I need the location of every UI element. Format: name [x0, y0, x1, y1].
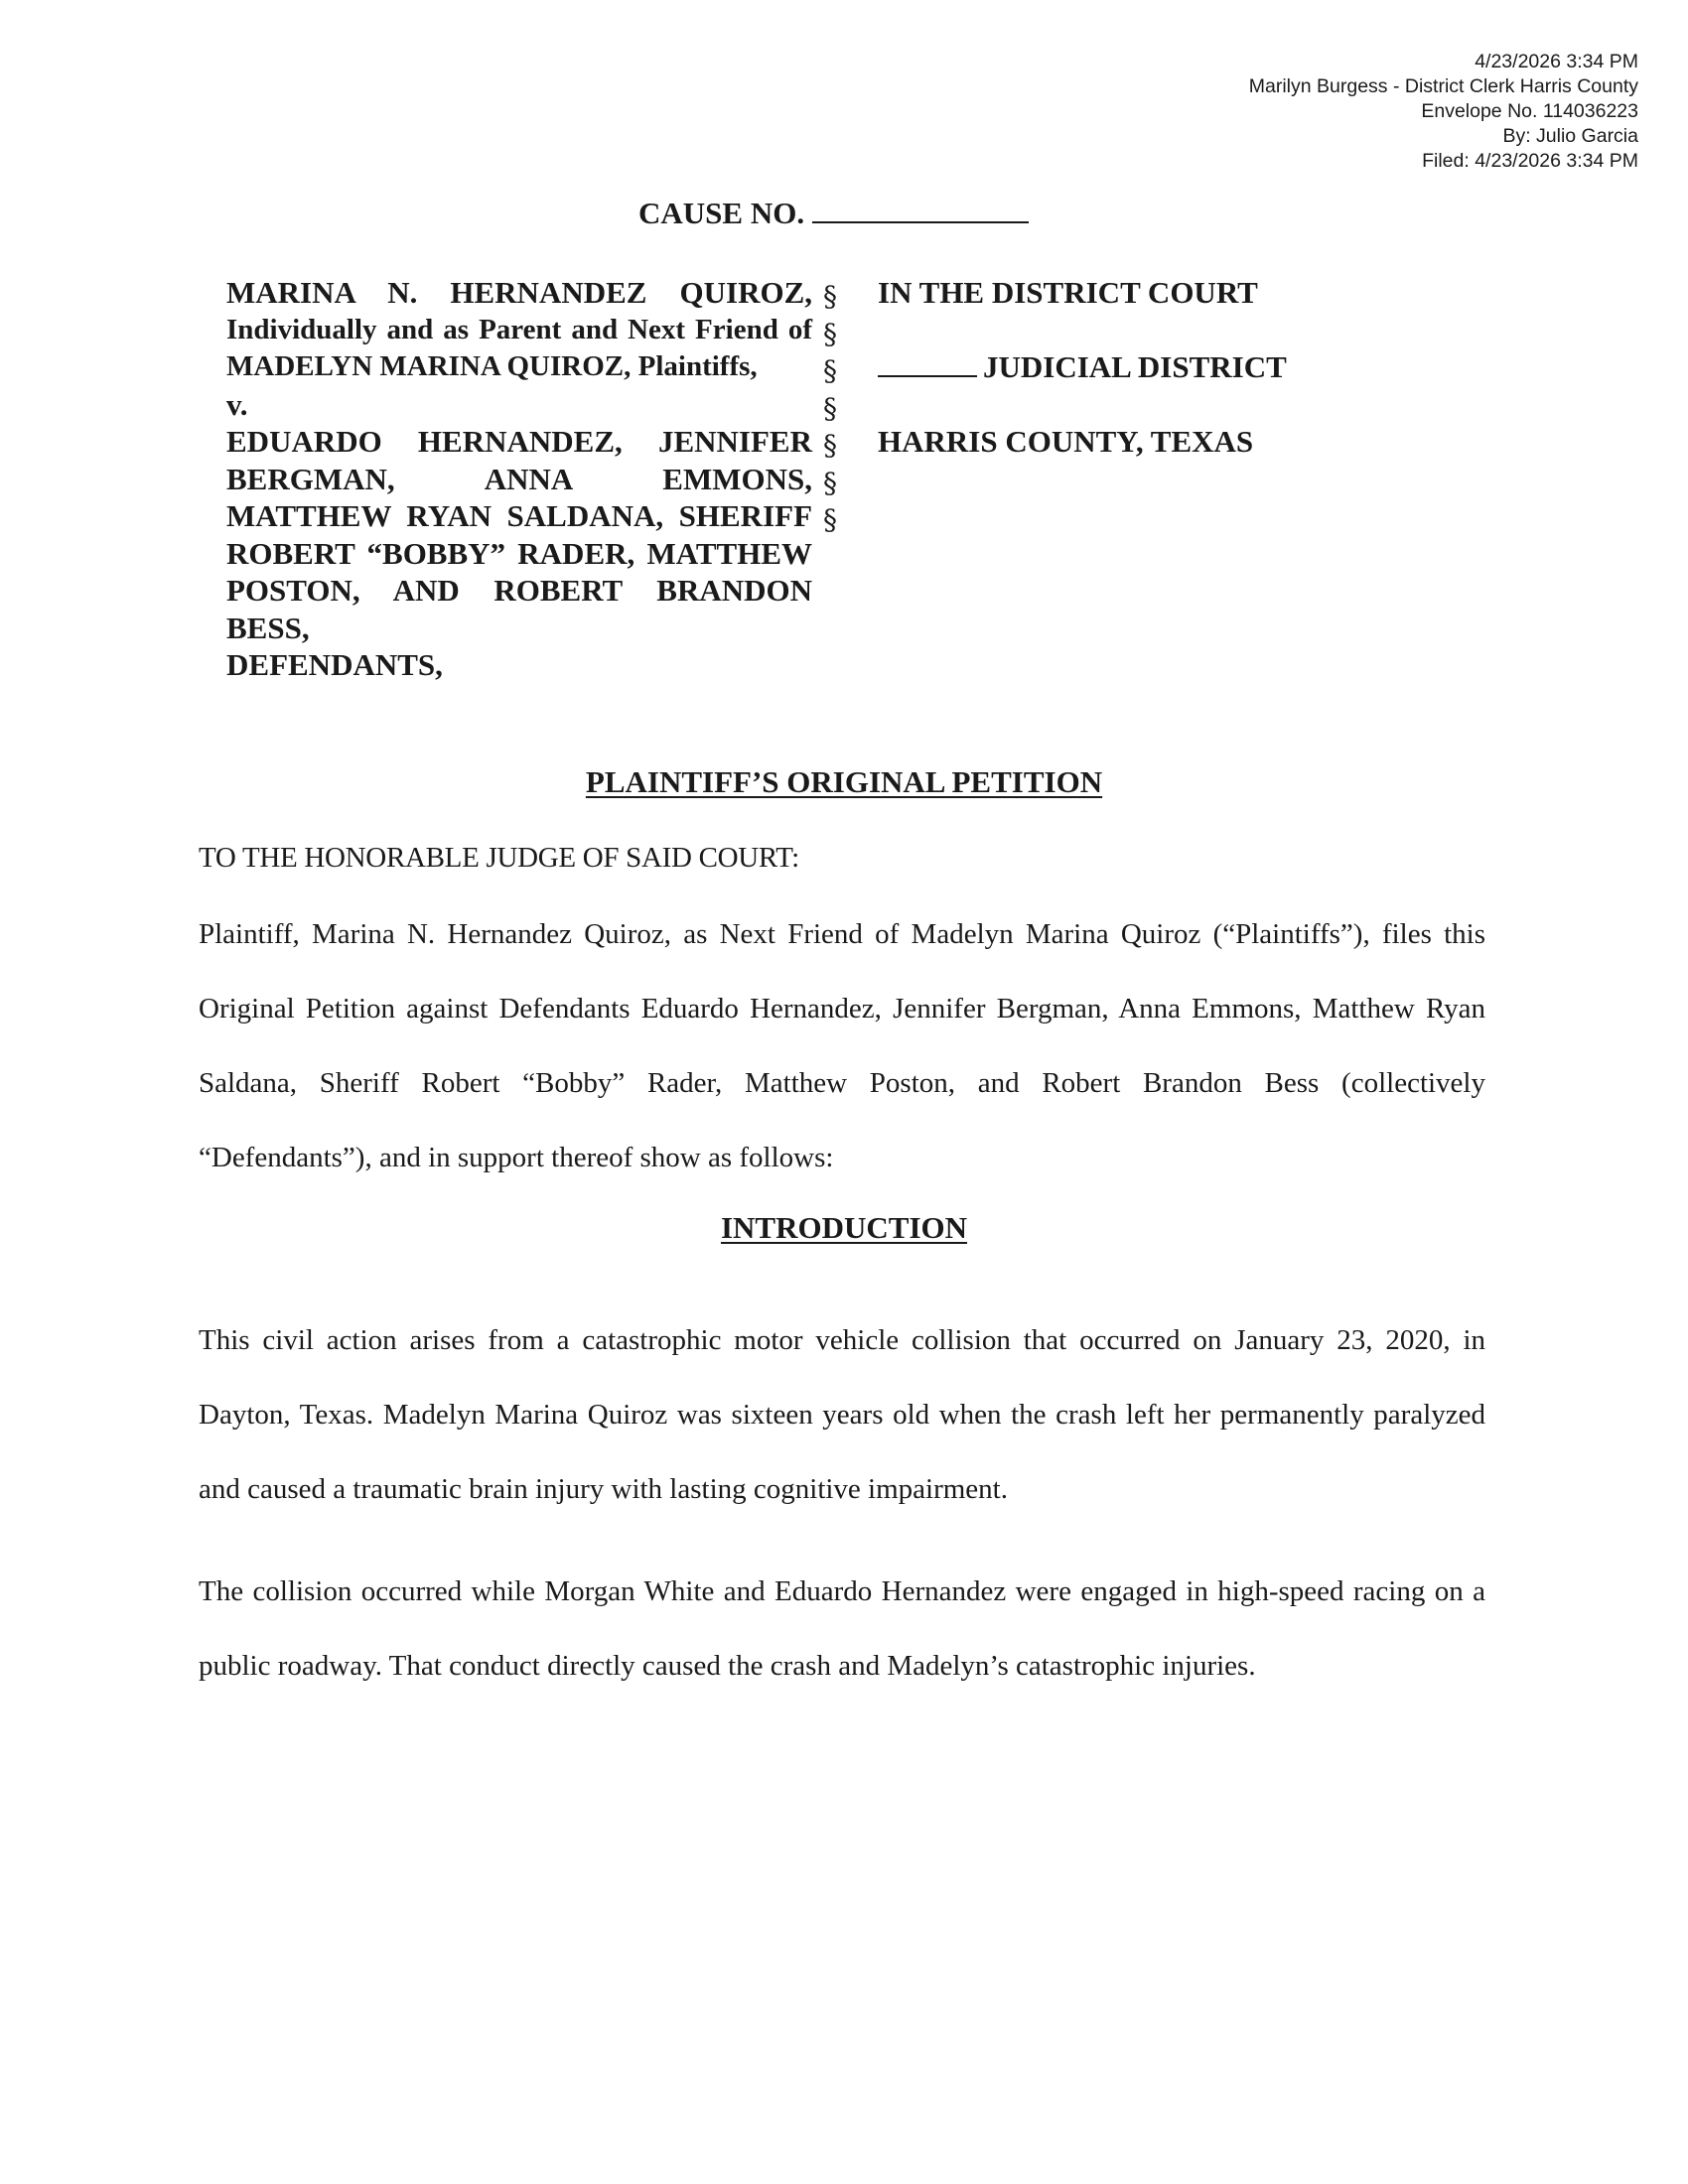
- caption-individually: Individually and as Parent and Next Friend of MADELYN MARINA QUIROZ, Plaintiffs,: [226, 313, 812, 382]
- paragraph-collision: The collision occurred while Morgan White and Eduardo Hernandez were engaged in high-speed racing on a public roadway. That conduct directly caused the crash and Madelyn’s catastrophic injuries.: [199, 1575, 1485, 1682]
- case-caption: [226, 274, 812, 684]
- stamp-filed: Filed: 4/23/2026 3:34 PM: [1422, 150, 1638, 172]
- salutation: TO THE HONORABLE JUDGE OF SAID COURT:: [199, 842, 799, 874]
- caption-defendants: EDUARDO HERNANDEZ, JENNIFER BERGMAN, ANNA EMMONS, MATTHEW RYAN SALDANA, SHERIFF ROBERT “BOBBY” RADER, MATTHEW POSTON, AND ROBERT BRANDON BESS,: [226, 424, 812, 645]
- stamp-clerk: Marilyn Burgess - District Clerk Harris County: [1248, 75, 1638, 97]
- section-symbols: [823, 278, 863, 539]
- court-line-2-text: JUDICIAL DISTRICT: [983, 349, 1287, 384]
- caption-defendants-label: DEFENDANTS,: [226, 647, 443, 682]
- section-symbol: §: [823, 317, 837, 350]
- stamp-datetime: 4/23/2026 3:34 PM: [1475, 51, 1638, 72]
- court-line-1: IN THE DISTRICT COURT: [878, 275, 1258, 310]
- court-line-3: HARRIS COUNTY, TEXAS: [878, 424, 1254, 459]
- caption-versus: v.: [226, 386, 248, 422]
- cause-number: [638, 196, 1029, 231]
- cause-label: CAUSE NO.: [638, 196, 805, 230]
- section-symbol: §: [823, 354, 837, 387]
- petition-heading: PLAINTIFF’S ORIGINAL PETITION: [585, 764, 1103, 799]
- caption-plaintiff: MARINA N. HERNANDEZ QUIROZ,: [226, 275, 812, 310]
- stamp-by: By: Julio Garcia: [1502, 125, 1638, 147]
- cause-number-blank: [812, 196, 1029, 223]
- stamp-envelope: Envelope No. 114036223: [1421, 100, 1638, 122]
- section-symbol: §: [823, 429, 837, 462]
- introduction-heading: INTRODUCTION: [720, 1210, 968, 1245]
- district-number-blank: [878, 351, 977, 377]
- paragraph-introduction: This civil action arises from a catastrophic motor vehicle collision that occurred on January 23, 2020, in Dayton, Texas. Madelyn Marina Quiroz was sixteen years old when the crash left her permanently paralyzed and caused a traumatic brain injury with lasting cognitive impairment.: [199, 1324, 1485, 1505]
- section-symbol: §: [823, 466, 837, 499]
- filing-stamp: [1249, 50, 1638, 174]
- section-symbol: §: [823, 391, 837, 425]
- court-line-2: [878, 349, 1287, 385]
- paragraph-parties: Plaintiff, Marina N. Hernandez Quiroz, as Next Friend of Madelyn Marina Quiroz (“Plaintiffs”), files this Original Petition against Defendants Eduardo Hernandez, Jennifer Bergman, Anna Emmons, Matthew Ryan Saldana, Sheriff Robert “Bobby” Rader, Matthew Poston, and Robert Brandon Bess (collectively “Defendants”), and in support thereof show as follows:: [199, 918, 1485, 1173]
- section-symbol: §: [823, 280, 837, 313]
- section-symbol: §: [823, 503, 837, 536]
